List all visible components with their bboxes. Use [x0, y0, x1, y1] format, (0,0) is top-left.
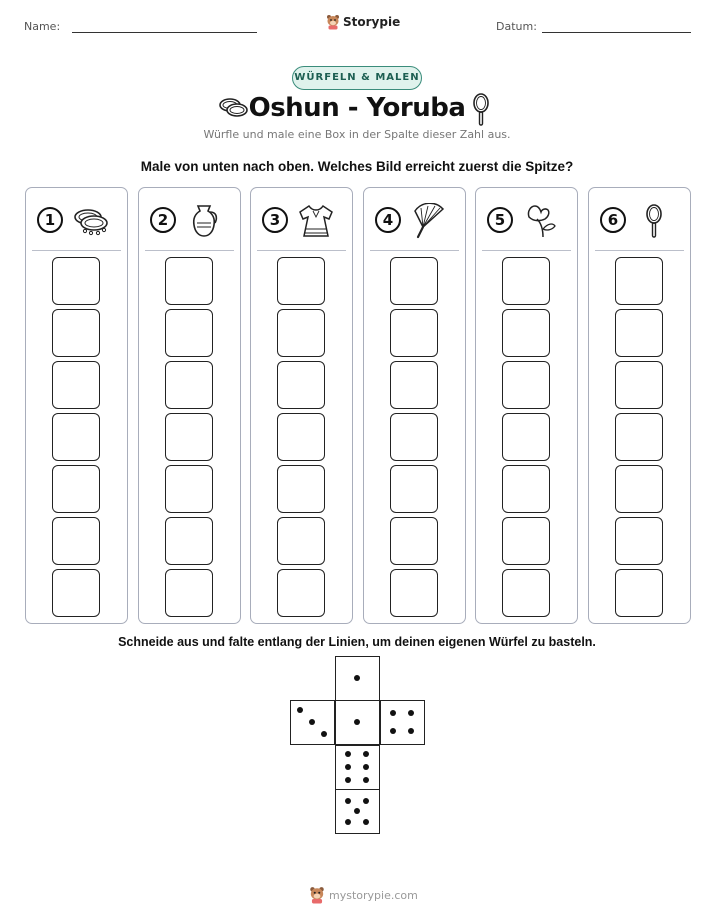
- column-header: [487, 203, 569, 239]
- color-box[interactable]: [277, 257, 325, 305]
- dice-pip: [309, 719, 315, 725]
- color-box[interactable]: [390, 257, 438, 305]
- column-number: 3: [262, 207, 288, 233]
- color-box[interactable]: [52, 257, 100, 305]
- color-box[interactable]: [390, 569, 438, 617]
- color-box[interactable]: [502, 361, 550, 409]
- date-label: Datum:: [496, 20, 537, 33]
- column-number: 4: [375, 207, 401, 233]
- column-number: 6: [600, 207, 626, 233]
- dice-pip: [363, 819, 369, 825]
- color-box[interactable]: [390, 517, 438, 565]
- color-box[interactable]: [502, 465, 550, 513]
- dice-pip: [363, 777, 369, 783]
- column-header: [150, 203, 232, 239]
- color-box[interactable]: [502, 257, 550, 305]
- bracelets-icon: [71, 203, 111, 239]
- color-box[interactable]: [615, 517, 663, 565]
- color-box[interactable]: [52, 413, 100, 461]
- dice-face: [335, 656, 380, 701]
- color-box[interactable]: [502, 413, 550, 461]
- color-box[interactable]: [502, 517, 550, 565]
- dice-pip: [345, 819, 351, 825]
- hand-fan-icon: [409, 203, 449, 239]
- color-box[interactable]: [165, 569, 213, 617]
- color-box[interactable]: [502, 569, 550, 617]
- color-box[interactable]: [52, 309, 100, 357]
- column-header: [600, 203, 682, 239]
- color-box[interactable]: [277, 569, 325, 617]
- color-box[interactable]: [277, 413, 325, 461]
- storypie-mascot-icon: [309, 886, 325, 904]
- color-box[interactable]: [165, 257, 213, 305]
- hand-mirror-icon: [471, 93, 491, 127]
- dice-column-3: [250, 187, 353, 624]
- dice-column-2: [138, 187, 241, 624]
- dice-pip: [297, 707, 303, 713]
- subtitle: Würfle und male eine Box in der Spalte dieser Zahl aus.: [203, 128, 511, 141]
- dice-pip: [408, 710, 414, 716]
- dice-column-1: [25, 187, 128, 624]
- column-divider: [595, 250, 684, 251]
- color-box[interactable]: [52, 361, 100, 409]
- color-box[interactable]: [165, 413, 213, 461]
- color-box[interactable]: [615, 257, 663, 305]
- page-title: Oshun - Yoruba: [248, 93, 466, 123]
- dice-column-6: [588, 187, 691, 624]
- dice-face: [290, 700, 335, 745]
- color-box[interactable]: [165, 465, 213, 513]
- color-box[interactable]: [390, 309, 438, 357]
- column-header: [375, 203, 457, 239]
- column-divider: [32, 250, 121, 251]
- color-box[interactable]: [502, 309, 550, 357]
- dice-pip: [354, 719, 360, 725]
- title-row: [0, 90, 714, 126]
- color-box[interactable]: [390, 361, 438, 409]
- column-header: [37, 203, 119, 239]
- color-box[interactable]: [165, 309, 213, 357]
- color-box[interactable]: [277, 361, 325, 409]
- color-box[interactable]: [615, 361, 663, 409]
- dice-pip: [321, 731, 327, 737]
- color-box[interactable]: [52, 569, 100, 617]
- footer-url: mystorypie.com: [329, 888, 418, 902]
- activity-badge: WÜRFELN & MALEN: [292, 66, 422, 90]
- dice-pip: [408, 728, 414, 734]
- dice-pip: [363, 751, 369, 757]
- color-box[interactable]: [165, 361, 213, 409]
- dice-pip: [390, 710, 396, 716]
- dice-pip: [354, 808, 360, 814]
- dice-column-4: [363, 187, 466, 624]
- column-divider: [482, 250, 571, 251]
- footer: [309, 886, 418, 904]
- column-header: [262, 203, 344, 239]
- color-box[interactable]: [277, 465, 325, 513]
- name-label: Name:: [24, 20, 61, 33]
- flower-icon: [521, 203, 561, 239]
- brand-logo: [326, 14, 400, 30]
- dice-face: [380, 700, 425, 745]
- dice-pip: [345, 751, 351, 757]
- dice-pip: [345, 798, 351, 804]
- dice-pip: [354, 675, 360, 681]
- column-divider: [145, 250, 234, 251]
- dice-pip: [363, 764, 369, 770]
- brand-name: Storypie: [343, 15, 401, 29]
- dice-face: [335, 700, 380, 745]
- water-jug-icon: [184, 203, 224, 239]
- dice-column-5: [475, 187, 578, 624]
- column-number: 1: [37, 207, 63, 233]
- storypie-mascot-icon: [326, 14, 340, 30]
- column-number: 5: [487, 207, 513, 233]
- dice-face: [335, 745, 380, 790]
- cut-instruction: Schneide aus und falte entlang der Linien, um deinen eigenen Würfel zu basteln.: [118, 635, 596, 649]
- dice-pip: [390, 728, 396, 734]
- dice-face: [335, 789, 380, 834]
- name-line: [72, 32, 257, 33]
- color-box[interactable]: [52, 517, 100, 565]
- instruction-text: Male von unten nach oben. Welches Bild erreicht zuerst die Spitze?: [140, 159, 574, 174]
- color-box[interactable]: [277, 517, 325, 565]
- column-divider: [370, 250, 459, 251]
- color-box[interactable]: [615, 309, 663, 357]
- color-box[interactable]: [390, 465, 438, 513]
- column-divider: [257, 250, 346, 251]
- color-box[interactable]: [277, 309, 325, 357]
- date-line: [542, 32, 691, 33]
- column-number: 2: [150, 207, 176, 233]
- dice-pip: [363, 798, 369, 804]
- color-box[interactable]: [615, 465, 663, 513]
- color-box[interactable]: [52, 465, 100, 513]
- color-box[interactable]: [615, 413, 663, 461]
- dice-pip: [345, 777, 351, 783]
- dice-pip: [345, 764, 351, 770]
- color-box[interactable]: [165, 517, 213, 565]
- dress-icon: [296, 203, 336, 239]
- color-box[interactable]: [390, 413, 438, 461]
- hand-mirror-icon: [634, 203, 674, 239]
- color-box[interactable]: [615, 569, 663, 617]
